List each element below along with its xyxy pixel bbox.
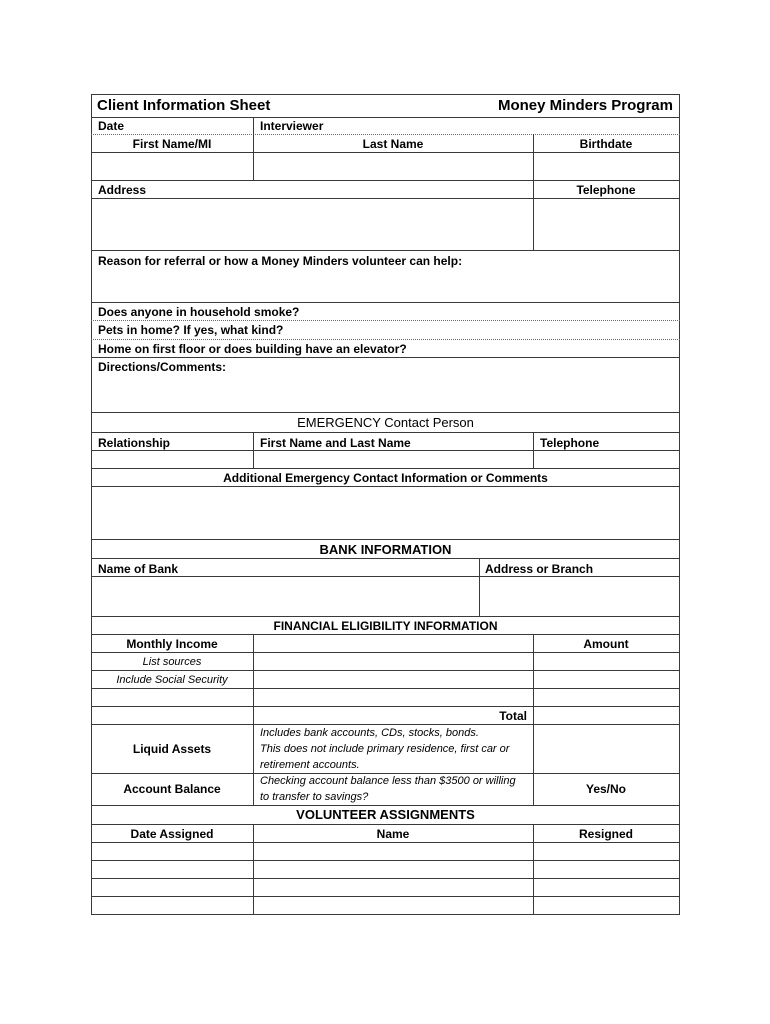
rule [91,152,680,153]
dotted-rule [91,339,680,340]
referral-reason-label: Reason for referral or how a Money Minders volunteer can help: [98,254,463,268]
bank-name-label: Name of Bank [98,562,179,576]
account-balance-label: Account Balance [123,782,221,796]
liquid-assets-note-3: retirement accounts. [260,759,360,771]
last-name-label: Last Name [362,137,424,151]
col-rule [253,432,254,468]
balance-note-1: Checking account balance less than $3500 or willing [260,775,516,787]
rule [91,302,680,303]
rule [91,539,680,540]
rule [91,670,680,671]
rule [91,842,680,843]
first-name-label: First Name/MI [132,137,212,151]
rule [91,616,680,617]
rule [91,824,680,825]
smoke-question: Does anyone in household smoke? [98,305,300,319]
bank-section-title: BANK INFORMATION [319,542,452,557]
total-label: Total [499,709,527,723]
date-label: Date [98,119,125,133]
resigned-label: Resigned [578,827,633,841]
directions-label: Directions/Comments: [98,360,227,374]
monthly-income-label: Monthly Income [126,637,218,651]
floor-question: Home on first floor or does building have an elevator? [98,342,407,356]
emergency-name-label: First Name and Last Name [260,436,411,450]
rule [91,706,680,707]
liquid-assets-label: Liquid Assets [132,742,212,756]
financial-section-title: FINANCIAL ELIGIBILITY INFORMATION [273,619,498,633]
rule [91,688,680,689]
rule [91,432,680,433]
rule [91,860,680,861]
rule [91,412,680,413]
birthdate-label: Birthdate [579,137,633,151]
form-border-top [91,94,680,95]
rule [91,634,680,635]
address-label: Address [98,183,147,197]
rule [91,878,680,879]
col-rule [533,634,534,805]
rule [91,558,680,559]
rule [91,357,680,358]
rule [91,576,680,577]
col-rule [479,558,480,616]
rule [91,468,680,469]
rule [91,652,680,653]
dotted-rule [91,320,680,321]
form-title: Client Information Sheet [97,97,271,114]
program-name: Money Minders Program [497,97,673,114]
emergency-telephone-label: Telephone [540,436,600,450]
form-border-right [679,94,680,915]
liquid-assets-note-1: Includes bank accounts, CDs, stocks, bonds. [260,727,479,739]
rule [91,180,680,181]
relationship-label: Relationship [98,436,171,450]
amount-label: Amount [583,637,629,651]
yes-no-label: Yes/No [585,782,627,796]
rule [91,486,680,487]
social-security-note: Include Social Security [116,674,228,686]
date-assigned-label: Date Assigned [130,827,214,841]
rule [91,805,680,806]
col-rule [533,432,534,468]
rule [91,724,680,725]
volunteer-name-label: Name [376,827,410,841]
volunteer-section-title: VOLUNTEER ASSIGNMENTS [296,807,475,822]
balance-note-2: to transfer to savings? [260,791,369,803]
liquid-assets-note-2: This does not include primary residence, first car or [260,743,510,755]
emergency-section-title: EMERGENCY Contact Person [297,415,474,430]
additional-emergency-label: Additional Emergency Contact Information or Comments [223,471,548,485]
rule [91,450,680,451]
form-border-bottom [91,914,680,915]
rule [91,117,680,118]
rule [91,198,680,199]
list-sources-note: List sources [142,656,202,668]
bank-branch-label: Address or Branch [485,562,594,576]
rule [91,250,680,251]
telephone-label: Telephone [576,183,636,197]
interviewer-label: Interviewer [260,119,324,133]
rule [91,896,680,897]
dotted-rule [91,134,680,135]
pets-question: Pets in home? If yes, what kind? [98,323,284,337]
